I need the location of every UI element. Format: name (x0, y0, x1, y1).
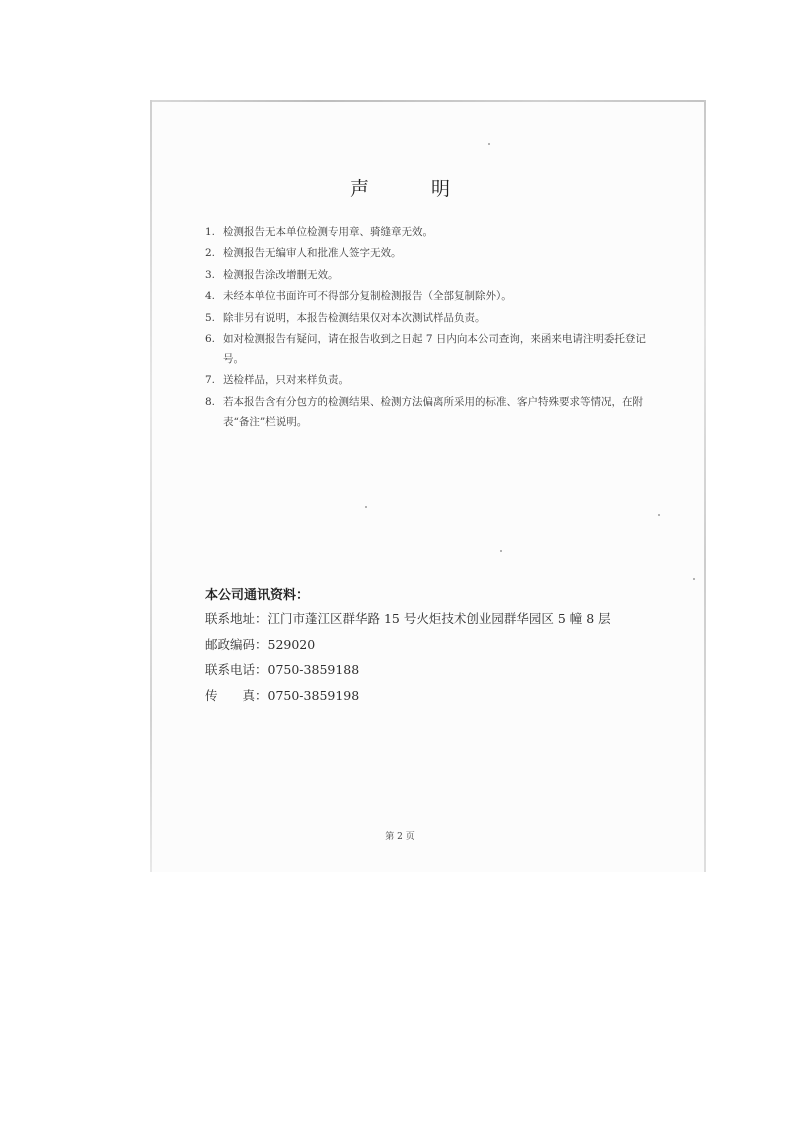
note-text: 送检样品，只对来样负责。 (223, 374, 349, 387)
note-number: 6. (205, 332, 216, 345)
note-item (205, 308, 665, 328)
contact-heading: 本公司通讯资料： (205, 588, 310, 603)
scan-speck (693, 578, 695, 580)
note-text: 若本报告含有分包方的检测结果、检测方法偏离所采用的标准、客户特殊要求等情况，在附表“备注”栏说明。 (223, 395, 643, 428)
document-title: 声 明 (349, 178, 479, 200)
note-number: 2. (205, 247, 216, 260)
note-number: 7. (205, 374, 216, 387)
note-item (205, 329, 665, 369)
note-number: 8. (205, 395, 216, 408)
note-item (205, 265, 665, 285)
scanned-page (150, 100, 706, 872)
note-number: 5. (205, 311, 216, 324)
note-text: 如对检测报告有疑问，请在报告收到之日起 7 日内向本公司查询，来函来电请注明委托登记号。 (223, 332, 646, 365)
note-text: 检测报告涂改增删无效。 (223, 268, 339, 281)
note-item (205, 243, 665, 263)
note-text: 未经本单位书面许可不得部分复制检测报告（全部复制除外）。 (223, 290, 512, 303)
scan-speck (488, 143, 490, 145)
note-item (205, 286, 665, 306)
contact-info (205, 606, 611, 708)
scan-speck (365, 506, 367, 508)
scan-speck (500, 550, 502, 552)
contact-postcode: 邮政编码：529020 (205, 636, 316, 652)
note-number: 4. (205, 290, 216, 303)
notes-list (205, 222, 665, 433)
page-edge-top (150, 100, 706, 102)
note-item (205, 222, 665, 242)
note-item (205, 370, 665, 390)
note-number: 3. (205, 268, 216, 281)
note-item (205, 392, 665, 432)
note-text: 检测报告无编审人和批准人签字无效。 (223, 247, 402, 260)
contact-address: 联系地址：江门市蓬江区群华路 15 号火炬技术创业园群华园区 5 幢 8 层 (205, 611, 611, 626)
note-number: 1. (205, 226, 216, 238)
page-edge-right (704, 100, 706, 872)
scan-speck (658, 514, 660, 516)
contact-phone: 联系电话：0750-3859188 (205, 662, 360, 677)
contact-fax: 传 真：0750-3859198 (205, 687, 360, 703)
page-number: 第 2 页 (385, 832, 415, 842)
page-edge-left (150, 100, 152, 872)
note-text: 检测报告无本单位检测专用章、骑缝章无效。 (223, 226, 433, 238)
note-text: 除非另有说明，本报告检测结果仅对本次测试样品负责。 (223, 311, 486, 324)
